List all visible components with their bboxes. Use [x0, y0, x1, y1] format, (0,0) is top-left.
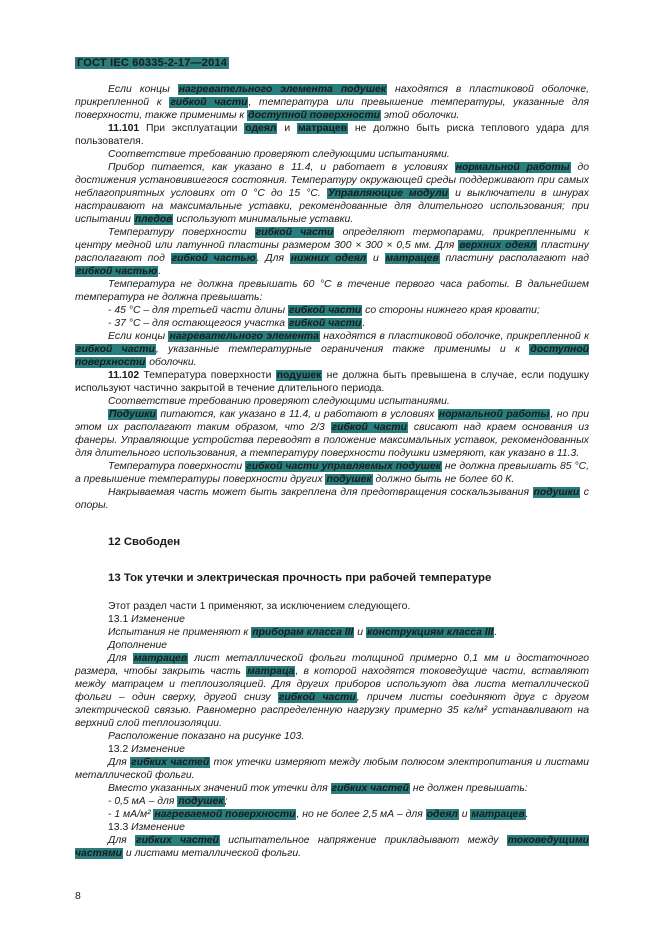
text-run: Температуру поверхности — [108, 227, 255, 238]
text-run: 11.102 — [108, 370, 140, 381]
section-heading — [75, 536, 589, 548]
highlighted-term: матрацев — [471, 809, 525, 820]
section-heading — [75, 572, 589, 584]
text-run: Расположение показано на рисунке 103. — [108, 731, 305, 742]
highlighted-term: подушек — [326, 474, 372, 485]
text-run: , температура или превышение температуры, указанные для поверхности, также применимы к — [75, 97, 589, 121]
document-header — [75, 57, 589, 69]
highlighted-term: гибкой части — [170, 97, 248, 108]
text-run: , указанные температурные ограничения также применимы и к — [155, 344, 530, 355]
text-run: Температура поверхности — [108, 461, 246, 472]
text-run: . — [525, 809, 529, 820]
paragraph — [75, 148, 589, 161]
highlighted-term: одеял — [245, 123, 277, 134]
text-run: и — [367, 253, 385, 264]
text-run: Для — [108, 757, 131, 768]
paragraph — [75, 122, 589, 148]
text-run: - 45 °С – для третьей части длины — [108, 305, 288, 316]
text-run: определяют термопарами, прикрепленными к центру медной или латунной пластины размером 300 × 300 × 0,5 мм. Для — [75, 227, 590, 251]
highlighted-term: гибкой частью — [171, 253, 256, 264]
text-run: лист металлической фольги толщиной примерно 0,1 мм и достаточного размера, чтобы закрыть часть — [75, 653, 590, 677]
paragraph — [75, 304, 589, 317]
highlighted-term: нагреваемой поверхности — [154, 809, 296, 820]
paragraph — [75, 613, 589, 626]
highlighted-term: Управляющие модули — [327, 188, 449, 199]
text-run: этой оболочки. — [381, 110, 460, 121]
text-run: Дополнение — [108, 640, 167, 651]
text-run: 13.3 — [108, 822, 132, 833]
highlighted-term: гибкой части — [255, 227, 334, 238]
text-run: и листами металлической фольги. — [123, 848, 302, 859]
text-run: Температура не должна превышать 60 °С в течение первого часа работы. В дальнейшем температура не должна превышать: — [75, 279, 589, 303]
text-run: Вместо указанных значений ток утечки для — [108, 783, 331, 794]
text-run: пластину располагают под — [75, 240, 589, 264]
highlighted-term: гибких частей — [136, 835, 219, 846]
highlighted-term: нормальной работы — [438, 409, 550, 420]
paragraph — [75, 652, 589, 730]
highlighted-term: матраца — [247, 666, 295, 677]
text-run: 13.1 — [108, 614, 132, 625]
text-run: , но не более 2,5 мА – для — [296, 809, 426, 820]
highlighted-term: токоведущими частями — [75, 835, 589, 859]
text-run: не должен превышать: — [409, 783, 528, 794]
text-run: ; — [224, 796, 228, 807]
text-run: - 0,5 мА – для — [108, 796, 178, 807]
paragraph — [75, 226, 589, 278]
text-run: При эксплуатации — [139, 123, 245, 134]
text-run: Изменение — [131, 614, 185, 625]
text-run: Изменение — [131, 744, 185, 755]
text-run: 11.101 — [108, 123, 140, 134]
highlighted-term: доступной поверхности — [75, 344, 590, 368]
highlighted-term: доступной поверхности — [248, 110, 381, 121]
text-run: используют минимальные уставки. — [173, 214, 354, 225]
highlighted-term: гибкой части — [278, 692, 356, 703]
highlighted-term: матрацев — [133, 653, 188, 664]
text-run: , причем листы соединяют друг с другом электрической связью. Равномерно распределенную нагрузку примерно 35 кг/м² устанавливают на верхний слой теплоизоляции. — [75, 692, 590, 729]
text-run: . — [494, 627, 498, 638]
text-run: Соответствие требованию проверяют следующими испытаниями. — [108, 149, 450, 160]
text-run: . Для — [256, 253, 290, 264]
paragraph — [75, 821, 589, 834]
text-run: 12 Свободен — [108, 536, 181, 548]
text-run: питаются, как указано в 11.4, и работают в условиях — [156, 409, 438, 420]
text-run: находятся в пластиковой оболочке, прикрепленной к — [319, 331, 590, 342]
highlighted-term: нагревательного элемента подушек — [178, 84, 386, 95]
text-run: пластину располагают над — [439, 253, 589, 264]
text-run: не должна быть превышена в случае, если подушку используют частично закрытой в течение длительного периода. — [75, 370, 590, 394]
text-run: 13 Ток утечки и электрическая прочность при рабочей температуре — [108, 572, 492, 584]
text-run: и — [277, 123, 297, 134]
highlighted-term: гибких частей — [131, 757, 210, 768]
text-run: до достижения установившегося состояния. Температуру окружающей среды поддерживают при самых неблагоприятных условиях от 0 °С до 15 °С. — [75, 162, 589, 199]
highlighted-term: подушек — [276, 370, 322, 381]
paragraph — [75, 639, 589, 652]
text-run: Прибор питается, как указано в 11.4, и работает в условиях — [108, 162, 455, 173]
highlighted-term: одеял — [426, 809, 458, 820]
document-body — [75, 83, 589, 860]
paragraph — [75, 317, 589, 330]
text-run: - 37 °С – для остающегося участка — [108, 318, 288, 329]
paragraph — [75, 486, 589, 512]
paragraph — [75, 743, 589, 756]
text-run: Для — [108, 653, 133, 664]
text-run: Если концы — [108, 84, 178, 95]
text-run: , но при этом их располагают таким образом, что 2/3 — [75, 409, 589, 433]
highlighted-term: гибкой части — [288, 305, 362, 316]
paragraph — [75, 808, 589, 821]
highlighted-term: подушек — [178, 796, 224, 807]
paragraph — [75, 161, 589, 226]
text-run: Этот раздел части 1 применяют, за исключением следующего. — [108, 601, 411, 612]
paragraph — [75, 600, 589, 613]
text-run: Температура поверхности — [139, 370, 276, 381]
text-run: испытательное напряжение прикладывают между — [219, 835, 507, 846]
text-run: свисают над краем основания из фанеры. Управляющие устройства переводят в положение максимальных уставок, рекомендованных для длительного использования, а температуру поверхности подушки измеряют, как указано в 11.3. — [75, 422, 589, 459]
paragraph — [75, 795, 589, 808]
paragraph — [75, 395, 589, 408]
paragraph — [75, 460, 589, 486]
highlighted-term: нормальной работы — [455, 162, 570, 173]
highlighted-term: гибких частей — [331, 783, 409, 794]
highlighted-term: матрацев — [297, 123, 348, 134]
paragraph — [75, 369, 589, 395]
page-number: 8 — [75, 890, 81, 902]
highlighted-term: пледов — [134, 214, 173, 225]
paragraph — [75, 782, 589, 795]
text-run: и выключатели в шнурах настраивают на максимальные уставки, рекомендованные для длительного использования; при испытании — [75, 188, 590, 225]
highlighted-term: гибкой части — [288, 318, 362, 329]
text-run: ток утечки измеряют между любым полюсом электропитания и листами металлической фольги. — [75, 757, 589, 781]
standard-number: ГОСТ IEC 60335-2-17—2014 — [77, 57, 228, 69]
text-run: не должна превышать 85 °С, а превышение температуры поверхности других — [75, 461, 590, 485]
text-run: Если концы — [108, 331, 169, 342]
text-run: и — [354, 627, 366, 638]
text-run: со стороны нижнего края кровати; — [362, 305, 540, 316]
text-run: . — [158, 266, 162, 277]
highlighted-term: матрацев — [385, 253, 439, 264]
paragraph — [75, 834, 589, 860]
highlighted-term: приборам класса III — [252, 627, 354, 638]
highlighted-term: Подушки — [109, 409, 156, 420]
highlighted-term: гибкой части — [76, 344, 155, 355]
text-run: Изменение — [131, 822, 185, 833]
text-run: Соответствие требованию проверяют следующими испытаниями. — [108, 396, 450, 407]
text-run: - 1 мА/м² — [108, 809, 154, 820]
text-run: находятся в пластиковой оболочке, прикрепленной к — [75, 84, 589, 108]
text-run: , в которой находятся токоведущие части, вставляют между матрацем и теплоизоляцией. Для других приборов используют два листа металлической фольги – один сверху, другой снизу — [75, 666, 589, 703]
text-run: оболочки. — [146, 357, 197, 368]
paragraph — [75, 408, 589, 460]
highlighted-term: гибкой частью — [76, 266, 158, 277]
paragraph — [75, 626, 589, 639]
highlighted-term: гибкой части — [331, 422, 407, 433]
paragraph — [75, 278, 589, 304]
paragraph — [75, 83, 589, 122]
text-run: 13.2 — [108, 744, 132, 755]
paragraph — [75, 730, 589, 743]
text-run: Испытания не применяют к — [108, 627, 252, 638]
highlighted-term: конструкциям класса III — [366, 627, 494, 638]
highlighted-term: подушки — [533, 487, 580, 498]
highlighted-term: нагревательного элемента — [169, 331, 319, 342]
highlighted-term: нижних одеял — [290, 253, 367, 264]
paragraph — [75, 756, 589, 782]
text-run: с опоры. — [75, 487, 589, 511]
text-run: и — [458, 809, 471, 820]
paragraph — [75, 330, 589, 369]
highlighted-term: гибкой части управляемых подушек — [246, 461, 441, 472]
highlighted-term: верхних одеял — [459, 240, 537, 251]
text-run: не должно быть риска теплового удара для пользователя. — [75, 123, 590, 147]
text-run: Накрываемая часть может быть закреплена для предотвращения соскальзывания — [108, 487, 533, 498]
text-run: Для — [108, 835, 136, 846]
text-run: . — [362, 318, 366, 329]
text-run: должно быть не более 60 К. — [372, 474, 515, 485]
